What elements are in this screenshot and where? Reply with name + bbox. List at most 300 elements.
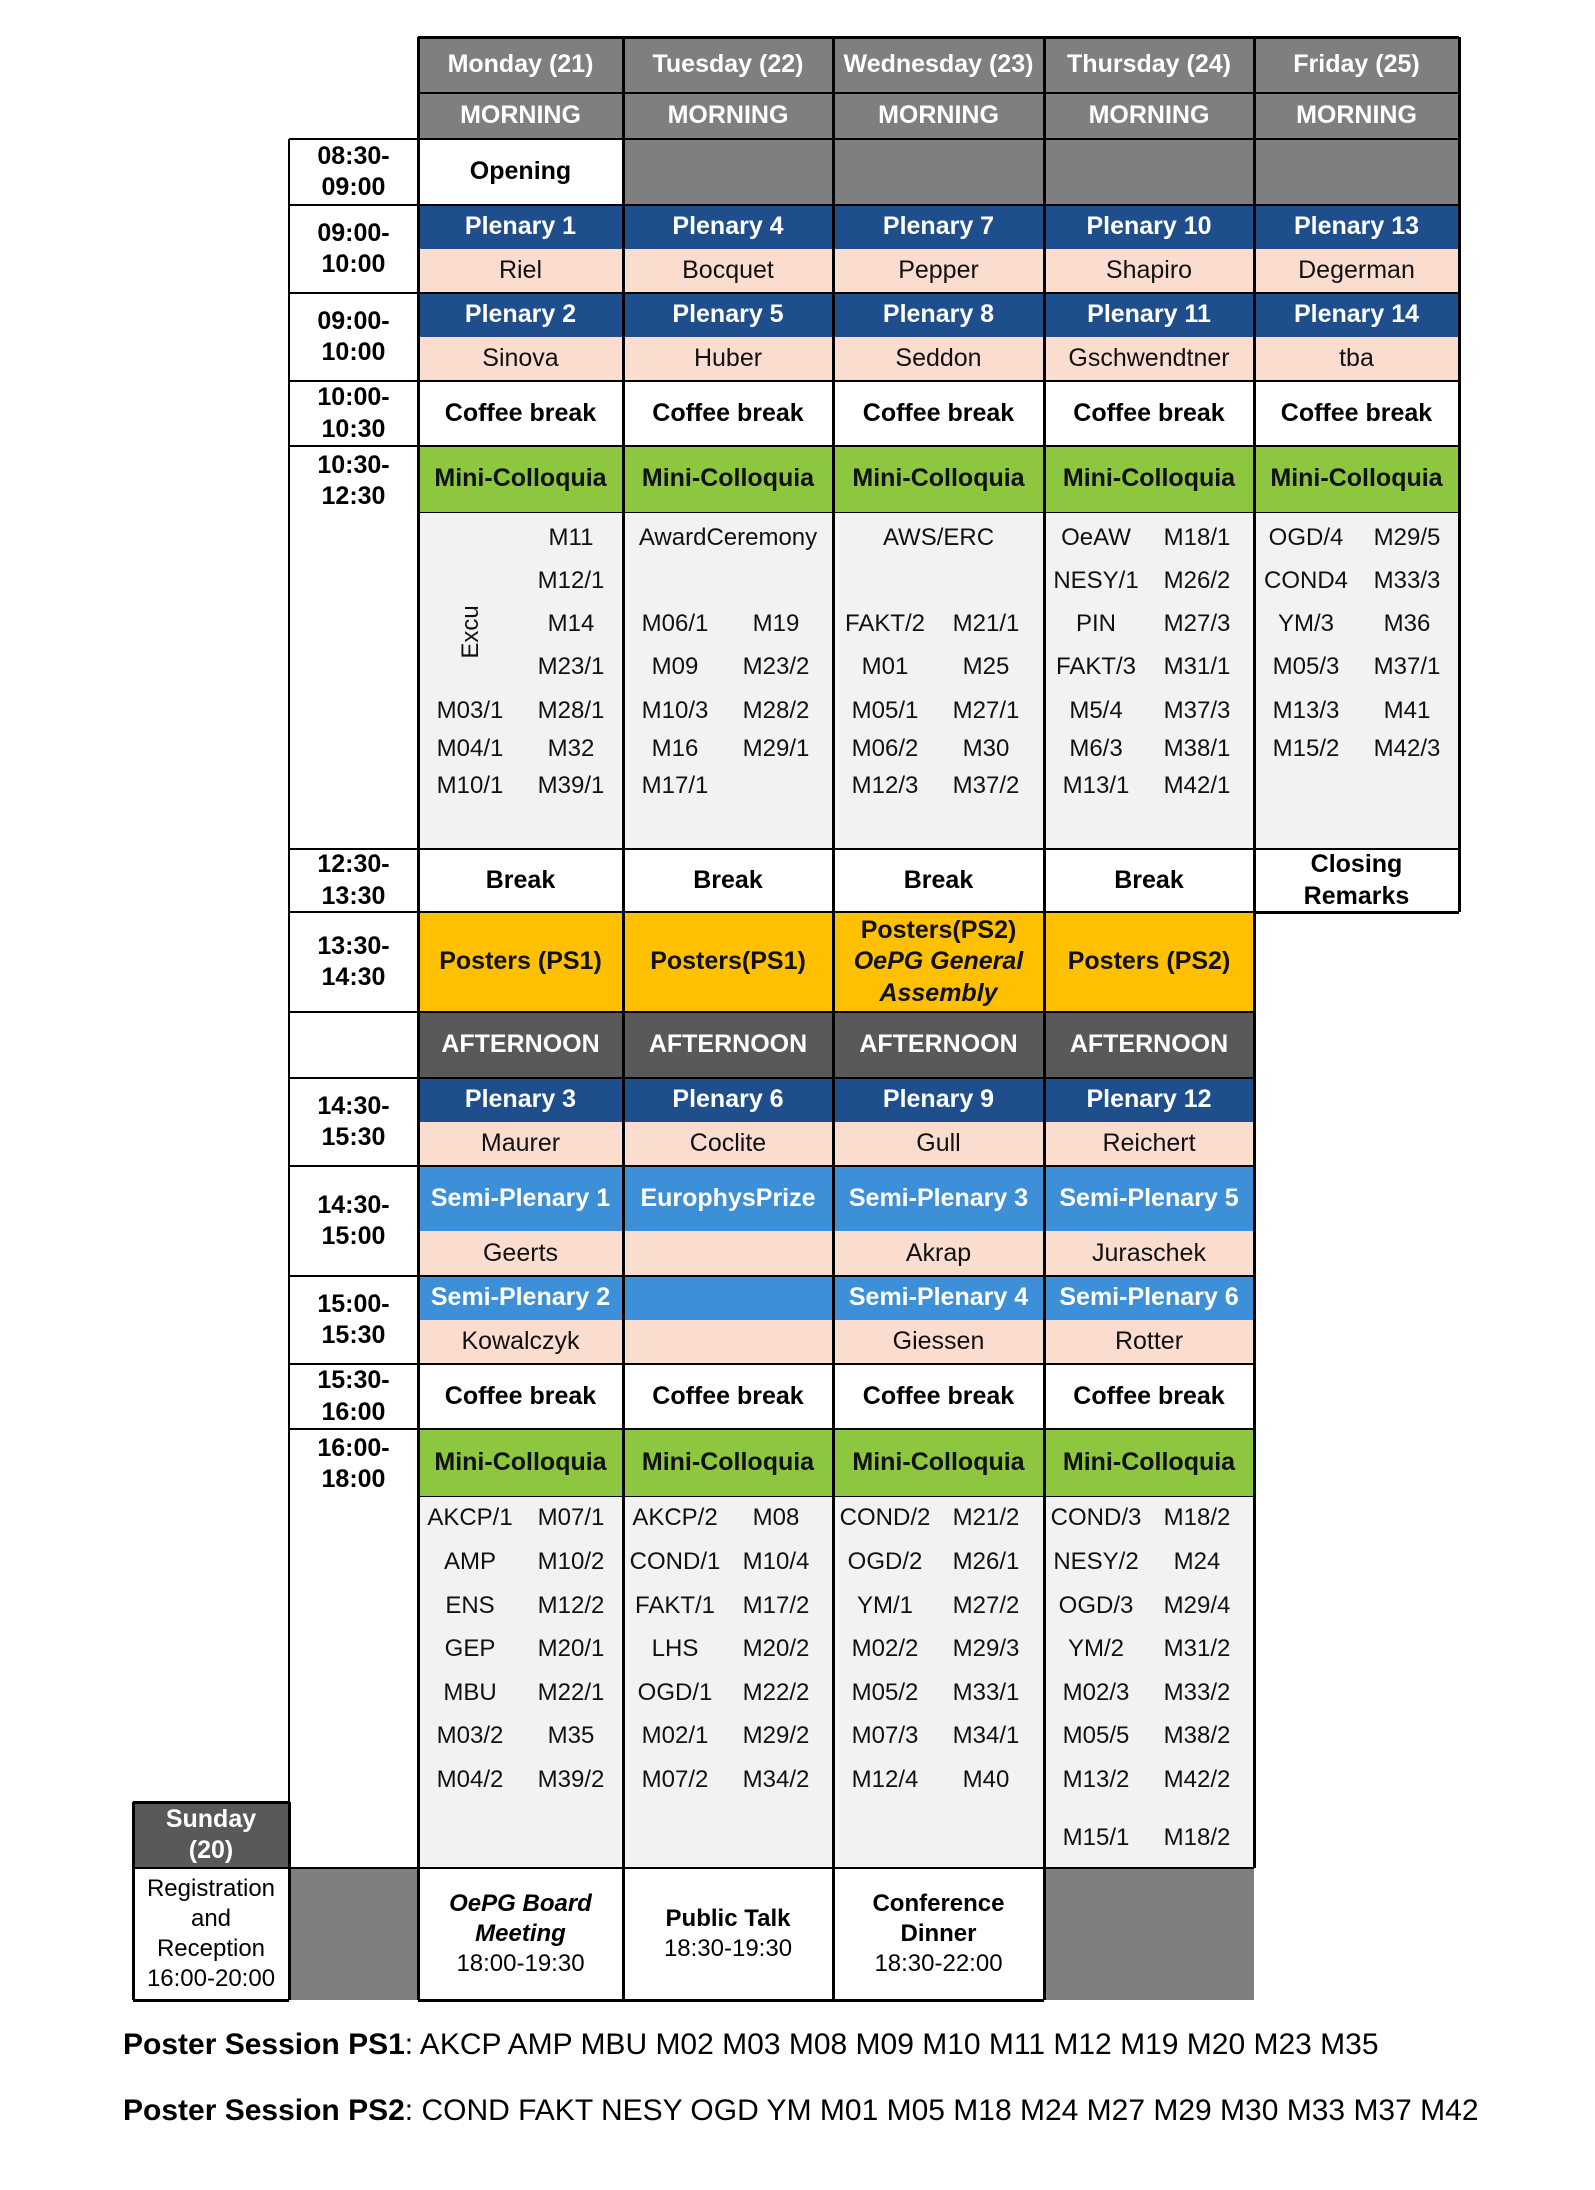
public-talk-title: Public Talk — [665, 1905, 791, 1932]
speaker-am1-fri-text: Degerman — [1298, 256, 1415, 285]
colloquium-pm-wed-left: M12/4 — [851, 1766, 919, 1793]
afternoon-label-wed-text: AFTERNOON — [859, 1030, 1018, 1059]
colloquium-pm-thu-left: M05/5 — [1062, 1722, 1130, 1749]
colloquium-pm-thu-right: M42/2 — [1163, 1766, 1231, 1793]
closing-remarks-text: Closing Remarks — [1303, 850, 1410, 910]
grid-line — [833, 92, 1044, 94]
semi-speaker-row2-thu-text: Rotter — [1114, 1327, 1184, 1356]
coffee-break-pm-wed — [833, 1364, 1044, 1429]
day-header-thu — [1044, 37, 1254, 93]
colloquium-pm-tue-left: M02/1 — [641, 1722, 709, 1749]
colloquium-pm-tue-left: M07/2 — [641, 1766, 709, 1793]
empty-slot-wed — [833, 139, 1044, 205]
mini-colloquia-pm-tue-text: Mini-Colloquia — [641, 1447, 815, 1476]
colloquium-am-fri-right: M29/5 — [1373, 524, 1441, 551]
coffee-break-am-tue-text: Coffee break — [652, 398, 804, 427]
morning-label-mon-text: MORNING — [460, 101, 581, 130]
time-slot-4 — [289, 446, 418, 849]
posters-mon — [418, 912, 623, 1012]
colloquium-am-tue-right: M28/2 — [742, 697, 810, 724]
public-talk — [623, 1868, 833, 2000]
semi-plenary-row1-mon-text: Semi-Plenary 1 — [430, 1183, 611, 1212]
coffee-break-pm-mon-text: Coffee break — [444, 1381, 597, 1410]
colloquium-am-fri-right: M36 — [1383, 610, 1431, 637]
speaker-pm-thu-text: Reichert — [1102, 1129, 1196, 1158]
grid-line — [288, 1802, 291, 2000]
morning-label-wed-text: MORNING — [878, 101, 999, 130]
break-tue — [623, 849, 833, 912]
coffee-break-am-fri-text: Coffee break — [1280, 398, 1433, 427]
grid-line — [1458, 37, 1461, 912]
mini-colloquia-am-mon-text: Mini-Colloquia — [434, 464, 607, 493]
time-slot-2-text: 09:00- 10:00 — [317, 306, 390, 366]
coffee-break-pm-tue-text: Coffee break — [652, 1381, 804, 1410]
plenary-am1-mon — [418, 205, 623, 249]
grid-line — [418, 1428, 1254, 1430]
speaker-pm-mon-text: Maurer — [480, 1129, 561, 1158]
colloquium-am-tue-left: M09 — [651, 653, 699, 680]
excursion-label: Excu — [457, 605, 484, 659]
posters-mon-text: Posters (PS1) — [439, 947, 602, 976]
semi-speaker-row2-tue — [623, 1320, 833, 1364]
break-mon — [418, 849, 623, 912]
semi-plenary-row2-thu-text: Semi-Plenary 6 — [1059, 1283, 1239, 1312]
break-wed-text: Break — [903, 865, 974, 894]
plenary-am2-mon-text: Plenary 2 — [464, 300, 577, 329]
plenary-am1-thu-text: Plenary 10 — [1086, 212, 1212, 241]
time-slot-11 — [289, 1429, 418, 1868]
colloquium-pm-tue-left: OGD/1 — [637, 1679, 713, 1706]
speaker-am2-tue — [623, 337, 833, 381]
plenary-am2-tue — [623, 293, 833, 337]
colloquium-pm-wed-right: M27/2 — [952, 1592, 1020, 1619]
grid-line — [418, 911, 1254, 913]
afternoon-label-tue — [623, 1012, 833, 1078]
semi-plenary-row1-wed — [833, 1166, 1044, 1231]
speaker-am1-wed-text: Pepper — [898, 256, 979, 285]
break-mon-text: Break — [485, 865, 556, 894]
mini-colloquia-pm-thu — [1044, 1429, 1254, 1496]
colloquium-pm-tue-right: M22/2 — [742, 1679, 810, 1706]
grid-line — [418, 1363, 1254, 1365]
plenary-am2-tue-text: Plenary 5 — [672, 300, 784, 329]
plenary-am2-thu — [1044, 293, 1254, 337]
plenary-am1-tue — [623, 205, 833, 249]
colloquium-am-fri-left: M13/3 — [1272, 697, 1340, 724]
ps1-label: Poster Session PS1 — [123, 2028, 405, 2061]
speaker-am1-fri — [1254, 249, 1459, 293]
colloquium-pm-thu-right: M38/2 — [1163, 1722, 1231, 1749]
speaker-am2-tue-text: Huber — [693, 344, 763, 373]
colloquium-pm-thu-left: OGD/3 — [1058, 1592, 1134, 1619]
ps2-text: : COND FAKT NESY OGD YM M01 M05 M18 M24 M27 M29 M30 M33 M37 M42 — [404, 2094, 1479, 2127]
speaker-pm-mon — [418, 1122, 623, 1166]
colloquium-am-thu-left: M6/3 — [1069, 735, 1123, 762]
colloquium-am-thu-right: M37/3 — [1163, 697, 1231, 724]
grid-line — [623, 92, 833, 94]
break-thu-text: Break — [1114, 865, 1184, 894]
grid-line — [418, 138, 623, 140]
colloquium-pm-wed-left: YM/1 — [856, 1592, 914, 1619]
time-slot-9-text: 15:00- 15:30 — [317, 1289, 390, 1349]
conference-dinner-time: 18:30-22:00 — [874, 1950, 1003, 1977]
speaker-am2-fri — [1254, 337, 1459, 381]
grid-line — [289, 911, 418, 913]
grid-line — [418, 512, 1459, 513]
break-thu — [1044, 849, 1254, 912]
colloquium-am-thu-left: FAKT/3 — [1055, 653, 1137, 680]
colloquium-am-mon-left: M04/1 — [436, 735, 504, 762]
semi-speaker-row1-thu — [1044, 1231, 1254, 1276]
time-slot-8-text: 14:30- 15:00 — [317, 1190, 390, 1250]
grid-line — [289, 1275, 418, 1277]
colloquium-pm-wed-right: M21/2 — [952, 1504, 1020, 1531]
afternoon-label-mon-text: AFTERNOON — [441, 1030, 600, 1059]
colloquium-pm-mon-left: MBU — [443, 1679, 497, 1706]
semi-plenary-row2-tue — [623, 1276, 833, 1320]
speaker-am1-tue-text: Bocquet — [682, 256, 774, 285]
colloquium-pm-thu-left: M15/1 — [1062, 1824, 1130, 1851]
conference-dinner-title: Conference Dinner — [872, 1890, 1005, 1947]
mini-colloquia-pm-mon-text: Mini-Colloquia — [434, 1447, 607, 1476]
coffee-break-pm-wed-text: Coffee break — [862, 1381, 1015, 1410]
colloquium-am-tue-right: M19 — [752, 610, 800, 637]
grid-line — [133, 1801, 289, 1804]
time-slot-8 — [289, 1166, 418, 1276]
colloquium-pm-mon-left: M03/2 — [436, 1722, 504, 1749]
plenary-am1-thu — [1044, 205, 1254, 249]
mini-colloquia-am-fri — [1254, 446, 1459, 512]
colloquium-pm-wed-right: M34/1 — [952, 1722, 1020, 1749]
colloquium-pm-thu-right: M24 — [1173, 1548, 1221, 1575]
semi-plenary-row2-wed — [833, 1276, 1044, 1320]
grid-line — [289, 1165, 418, 1167]
colloquium-pm-wed-left: COND/2 — [839, 1504, 931, 1531]
colloquium-pm-thu-left: COND/3 — [1050, 1504, 1142, 1531]
plenary-am2-mon — [418, 293, 623, 337]
time-slot-4-text: 10:30- 12:30 — [317, 451, 390, 511]
colloquium-am-fri-right: M42/3 — [1373, 735, 1441, 762]
colloquium-pm-mon-right: M20/1 — [537, 1635, 605, 1662]
plenary-pm-tue — [623, 1078, 833, 1122]
speaker-am1-mon — [418, 249, 623, 293]
grid-line — [418, 445, 1459, 447]
colloquium-am-tue-left: M17/1 — [641, 772, 709, 799]
day-header-wed — [833, 37, 1044, 93]
grid-line — [1044, 92, 1254, 94]
time-slot-0-text: 08:30- 09:00 — [317, 141, 390, 201]
mini-colloquia-pm-tue — [623, 1429, 833, 1496]
day-header-fri-text: Friday (25) — [1293, 50, 1420, 79]
colloquium-pm-mon-right: M22/1 — [537, 1679, 605, 1706]
grid-line — [832, 37, 835, 2000]
speaker-am2-mon — [418, 337, 623, 381]
colloquium-am-tue-left: M06/1 — [641, 610, 709, 637]
speaker-am1-mon-text: Riel — [498, 256, 543, 285]
coffee-break-am-tue — [623, 381, 833, 446]
speaker-am1-thu-text: Shapiro — [1105, 256, 1193, 285]
colloquium-am-mon-left: M03/1 — [436, 697, 504, 724]
evening-blank-time — [289, 1868, 418, 2000]
colloquium-pm-tue-left: LHS — [651, 1635, 699, 1662]
grid-line — [418, 848, 1459, 850]
plenary-am2-fri-text: Plenary 14 — [1293, 300, 1420, 329]
coffee-break-am-thu-text: Coffee break — [1073, 398, 1225, 427]
grid-line — [417, 37, 420, 2000]
sunday-registration — [133, 1868, 289, 2000]
time-slot-3-text: 10:00- 10:30 — [317, 383, 390, 443]
morning-label-thu-text: MORNING — [1088, 101, 1210, 130]
colloquium-pm-mon-right: M10/2 — [537, 1548, 605, 1575]
colloquium-pm-tue-left: COND/1 — [629, 1548, 721, 1575]
semi-plenary-row2-mon — [418, 1276, 623, 1320]
plenary-am2-thu-text: Plenary 11 — [1087, 300, 1211, 329]
colloquium-am-tue-left: M16 — [651, 735, 699, 762]
colloquium-am-wed-left: M12/3 — [851, 772, 919, 799]
posters-thu-text: Posters (PS2) — [1067, 947, 1231, 976]
day-header-mon-text: Monday (21) — [447, 50, 594, 79]
grid-line — [418, 1165, 1254, 1167]
grid-line — [132, 1802, 135, 2000]
semi-speaker-row1-wed — [833, 1231, 1044, 1276]
semi-speaker-row2-thu — [1044, 1320, 1254, 1364]
colloquium-am-mon-left: M10/1 — [436, 772, 504, 799]
semi-speaker-row1-thu-text: Juraschek — [1092, 1238, 1206, 1267]
colloquium-pm-thu-right: M31/2 — [1163, 1635, 1231, 1662]
plenary-am1-wed — [833, 205, 1044, 249]
colloquium-am-wed-left: M05/1 — [851, 697, 919, 724]
mini-colloquia-am-tue-text: Mini-Colloquia — [641, 464, 815, 493]
colloquium-pm-thu-right: M18/2 — [1163, 1504, 1231, 1531]
speaker-am2-thu-text: Gschwendtner — [1068, 344, 1230, 373]
colloquium-pm-thu-left: M13/2 — [1062, 1766, 1130, 1793]
evening-blank-thu — [1044, 1868, 1254, 2000]
colloquium-am-thu-left: NESY/1 — [1053, 567, 1139, 594]
speaker-am1-tue — [623, 249, 833, 293]
semi-speaker-row1-mon — [418, 1231, 623, 1276]
colloquium-am-mon-right: M14 — [547, 610, 595, 637]
ps2-label: Poster Session PS2 — [123, 2094, 405, 2127]
time-slot-6 — [289, 912, 418, 1012]
afternoon-label-tue-text: AFTERNOON — [648, 1030, 808, 1059]
grid-line — [1043, 37, 1046, 2000]
grid-line — [289, 848, 418, 850]
colloquium-am-fri-right: M33/3 — [1373, 567, 1441, 594]
colloquium-am-fri-left: OGD/4 — [1268, 524, 1344, 551]
colloquium-am-fri-right: M37/1 — [1373, 653, 1441, 680]
coffee-break-am-mon — [418, 381, 623, 446]
plenary-pm-wed — [833, 1078, 1044, 1122]
opening-cell-text: Opening — [469, 157, 572, 186]
colloquium-pm-mon-left: M04/2 — [436, 1766, 504, 1793]
colloquium-pm-tue-right: M34/2 — [742, 1766, 810, 1793]
colloquium-am-wed-right: M25 — [962, 653, 1010, 680]
coffee-break-pm-tue — [623, 1364, 833, 1429]
posters-tue-text: Posters(PS1) — [650, 947, 806, 976]
grid-line — [288, 139, 290, 1868]
time-slot-11-text: 16:00- 18:00 — [317, 1434, 390, 1494]
grid-line — [418, 1999, 1044, 2002]
day-header-thu-text: Thursday (24) — [1067, 50, 1231, 79]
grid-line — [833, 138, 1044, 140]
semi-plenary-row1-thu — [1044, 1166, 1254, 1231]
speaker-pm-wed — [833, 1122, 1044, 1166]
speaker-pm-tue-text: Coclite — [689, 1129, 767, 1158]
mini-colloquia-am-tue — [623, 446, 833, 512]
colloquium-am-thu-right: M38/1 — [1163, 735, 1231, 762]
coffee-break-am-thu — [1044, 381, 1254, 446]
time-slot-0 — [289, 139, 418, 205]
plenary-pm-mon — [418, 1078, 623, 1122]
colloquium-pm-thu-left: YM/2 — [1067, 1635, 1125, 1662]
speaker-am2-wed-text: Seddon — [895, 344, 982, 373]
day-header-tue-text: Tuesday (22) — [652, 50, 804, 79]
oepg-board-meeting-title: OePG Board Meeting — [449, 1890, 592, 1947]
grid-line — [418, 204, 1459, 206]
colloquium-am-wed-top: AWS/ERC — [882, 524, 995, 551]
posters-wed-title: Posters(PS2) — [860, 916, 1017, 945]
colloquium-am-tue-right: M29/1 — [742, 735, 810, 762]
colloquium-pm-wed-right: M33/1 — [952, 1679, 1020, 1706]
plenary-pm-thu — [1044, 1078, 1254, 1122]
colloquium-pm-wed-right: M29/3 — [952, 1635, 1020, 1662]
colloquium-am-thu-left: PIN — [1075, 610, 1117, 637]
mini-colloquia-pm-mon — [418, 1429, 623, 1496]
colloquium-pm-tue-right: M08 — [752, 1504, 800, 1531]
colloquium-am-fri-right: M41 — [1383, 697, 1431, 724]
mini-colloquia-am-fri-text: Mini-Colloquia — [1270, 464, 1443, 493]
oepg-board-meeting-time: 18:00-19:30 — [456, 1950, 585, 1977]
afternoon-label-thu — [1044, 1012, 1254, 1078]
poster-session-ps1 — [123, 2028, 1379, 2062]
semi-plenary-row1-mon — [418, 1166, 623, 1231]
posters-tue — [623, 912, 833, 1012]
grid-line — [418, 1011, 1254, 1013]
empty-slot-thu — [1044, 139, 1254, 205]
morning-label-mon — [418, 93, 623, 139]
colloquium-pm-tue-right: M17/2 — [742, 1592, 810, 1619]
plenary-am2-fri — [1254, 293, 1459, 337]
day-header-wed-text: Wednesday (23) — [843, 50, 1034, 79]
speaker-am2-thu — [1044, 337, 1254, 381]
grid-line — [1254, 138, 1459, 140]
morning-label-tue — [623, 93, 833, 139]
sunday-header — [133, 1802, 289, 1868]
time-blank — [289, 1012, 418, 1078]
colloquium-am-mon-right: M23/1 — [537, 653, 605, 680]
mini-colloquia-am-thu — [1044, 446, 1254, 512]
colloquium-am-wed-right: M27/1 — [952, 697, 1020, 724]
colloquium-pm-tue-left: AKCP/2 — [632, 1504, 718, 1531]
grid-line — [289, 1077, 418, 1079]
colloquium-pm-wed-right: M40 — [962, 1766, 1010, 1793]
speaker-am2-mon-text: Sinova — [482, 344, 559, 373]
colloquium-pm-thu-left: NESY/2 — [1053, 1548, 1139, 1575]
colloquium-pm-wed-left: OGD/2 — [847, 1548, 923, 1575]
grid-line — [289, 1363, 418, 1365]
afternoon-label-mon — [418, 1012, 623, 1078]
morning-label-tue-text: MORNING — [667, 101, 789, 130]
conference-dinner — [833, 1868, 1044, 2000]
colloquium-pm-mon-left: ENS — [445, 1592, 495, 1619]
semi-plenary-row1-wed-text: Semi-Plenary 3 — [848, 1183, 1029, 1212]
colloquium-pm-mon-left: AKCP/1 — [427, 1504, 513, 1531]
colloquium-am-tue-left: M10/3 — [641, 697, 709, 724]
colloquium-pm-wed-left: M07/3 — [851, 1722, 919, 1749]
grid-line — [289, 445, 418, 447]
colloquium-pm-mon-left: AMP — [443, 1548, 497, 1575]
plenary-pm-mon-text: Plenary 3 — [464, 1085, 577, 1114]
colloquium-pm-tue-right: M29/2 — [742, 1722, 810, 1749]
mini-colloquia-am-wed — [833, 446, 1044, 512]
colloquium-am-thu-right: M42/1 — [1163, 772, 1231, 799]
grid-line — [1044, 138, 1254, 140]
grid-line — [1253, 37, 1256, 1868]
colloquium-pm-mon-right: M35 — [547, 1722, 595, 1749]
closing-remarks — [1254, 849, 1459, 912]
semi-speaker-row2-wed — [833, 1320, 1044, 1364]
grid-line — [289, 1867, 418, 1869]
poster-session-ps2 — [123, 2094, 1479, 2128]
time-slot-3 — [289, 381, 418, 446]
coffee-break-pm-thu-text: Coffee break — [1073, 1381, 1225, 1410]
colloquium-pm-wed-right: M26/1 — [952, 1548, 1020, 1575]
day-header-fri — [1254, 37, 1459, 93]
colloquium-am-thu-right: M27/3 — [1163, 610, 1231, 637]
colloquium-am-fri-left: COND4 — [1263, 567, 1349, 594]
colloquium-am-mon-right: M32 — [547, 735, 595, 762]
day-header-tue — [623, 37, 833, 93]
colloquium-am-thu-left: M13/1 — [1062, 772, 1130, 799]
grid-line — [1043, 1868, 1046, 2000]
empty-slot-tue — [623, 139, 833, 205]
public-talk-time: 18:30-19:30 — [663, 1935, 793, 1962]
colloquium-pm-thu-right: M33/2 — [1163, 1679, 1231, 1706]
break-tue-text: Break — [693, 865, 763, 894]
semi-speaker-row1-wed-text: Akrap — [905, 1238, 972, 1267]
colloquium-pm-mon-right: M07/1 — [537, 1504, 605, 1531]
colloquium-pm-mon-left: GEP — [444, 1635, 496, 1662]
colloquium-am-wed-right: M37/2 — [952, 772, 1020, 799]
semi-plenary-row2-thu — [1044, 1276, 1254, 1320]
colloquium-am-tue-right: M23/2 — [742, 653, 810, 680]
morning-label-fri-text: MORNING — [1296, 101, 1417, 130]
semi-speaker-row2-mon-text: Kowalczyk — [461, 1327, 580, 1356]
break-wed — [833, 849, 1044, 912]
grid-line — [289, 292, 418, 294]
mini-colloquia-am-wed-text: Mini-Colloquia — [852, 464, 1025, 493]
plenary-am1-tue-text: Plenary 4 — [672, 212, 784, 241]
plenary-am1-fri-text: Plenary 13 — [1293, 212, 1420, 241]
afternoon-label-wed — [833, 1012, 1044, 1078]
grid-line — [1254, 92, 1459, 94]
grid-line — [289, 380, 418, 382]
colloquium-pm-wed-left: M02/2 — [851, 1635, 919, 1662]
time-slot-7 — [289, 1078, 418, 1166]
grid-line — [289, 1011, 418, 1013]
time-slot-1 — [289, 205, 418, 293]
afternoon-label-thu-text: AFTERNOON — [1069, 1030, 1229, 1059]
speaker-pm-tue — [623, 1122, 833, 1166]
colloquium-pm-tue-right: M10/4 — [742, 1548, 810, 1575]
speaker-am1-thu — [1044, 249, 1254, 293]
grid-line — [133, 1867, 289, 1869]
colloquium-pm-thu-right: M18/2 — [1163, 1824, 1231, 1851]
time-slot-7-text: 14:30- 15:30 — [317, 1091, 390, 1151]
semi-plenary-row2-mon-text: Semi-Plenary 2 — [430, 1283, 611, 1312]
time-slot-10 — [289, 1364, 418, 1429]
speaker-pm-thu — [1044, 1122, 1254, 1166]
